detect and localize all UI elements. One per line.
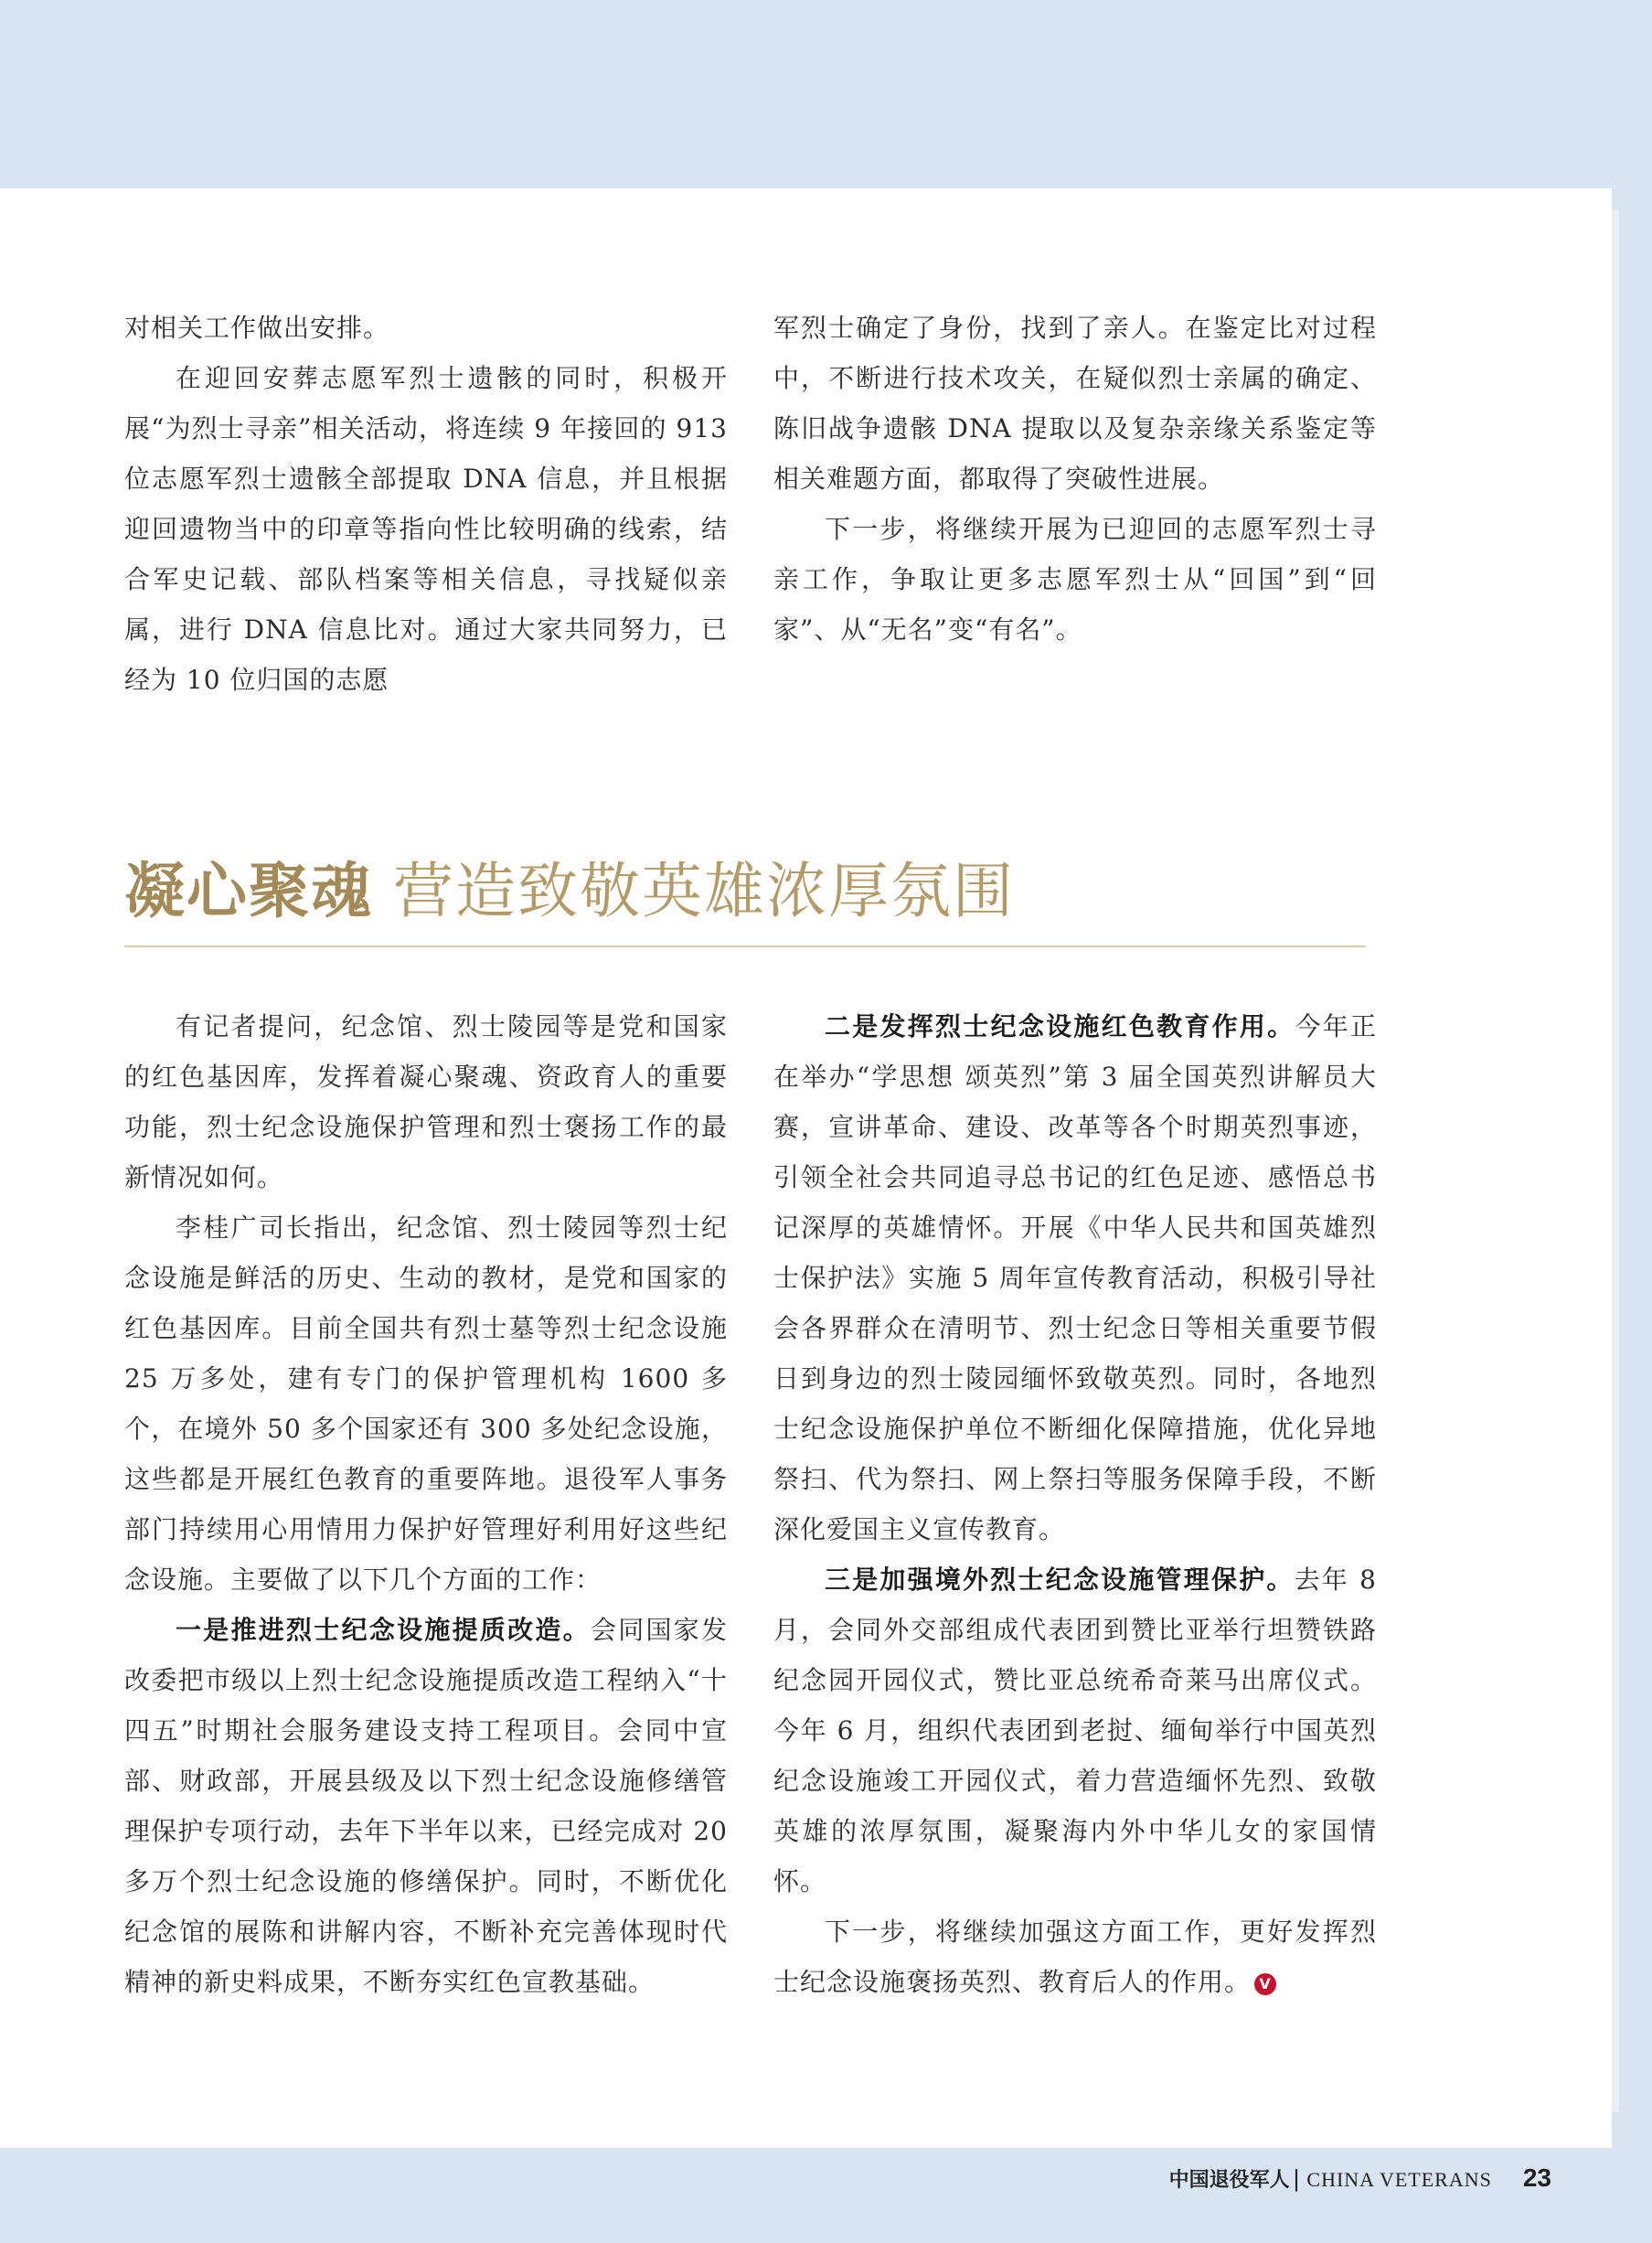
paragraph-body: 下一步，将继续加强这方面工作，更好发挥烈士纪念设施褒扬英烈、教育后人的作用。 (773, 1917, 1377, 1997)
page-footer (1169, 2163, 1551, 2193)
bottom-left-column (124, 1001, 728, 2007)
section-title-rule (124, 945, 1366, 947)
paragraph (773, 1554, 1377, 1907)
end-mark-icon: V (1254, 1973, 1276, 1995)
top-right-column (773, 303, 1377, 655)
section-title-bold: 凝心聚魂 (124, 856, 373, 926)
footer-separator: | (1293, 2164, 1300, 2192)
paragraph-lead: 三是加强境外烈士纪念设施管理保护。 (825, 1565, 1295, 1595)
page-edge-strip (1612, 210, 1619, 2112)
paragraph-lead: 二是发挥烈士纪念设施红色教育作用。 (825, 1011, 1295, 1041)
paragraph: 军烈士确定了身份，找到了亲人。在鉴定比对过程中，不断进行技术攻关，在疑似烈士亲属的确定、陈旧战争遗骸 DNA 提取以及复杂亲缘关系鉴定等相关难题方面，都取得了突破性进展。 (773, 313, 1377, 494)
paragraph-body: 去年 8 月，会同外交部组成代表团到赞比亚举行坦赞铁路纪念园开园仪式，赞比亚总统希奇莱马出席仪式。今年 6 月，组织代表团到老挝、缅甸举行中国英烈纪念设施竣工开园仪式，着力营造缅怀先烈、致敬英雄的浓厚氛围，凝聚海内外中华儿女的家国情怀。 (773, 1565, 1377, 1896)
magazine-name-en: CHINA VETERANS (1306, 2168, 1492, 2191)
section-title (124, 855, 1015, 928)
paragraph: 下一步，将继续开展为已迎回的志愿军烈士寻亲工作，争取让更多志愿军烈士从“回国”到“回家”、从“无名”变“有名”。 (773, 514, 1377, 645)
paragraph: 在迎回安葬志愿军烈士遗骸的同时，积极开展“为烈士寻亲”相关活动，将连续 9 年接回的 913 位志愿军烈士遗骸全部提取 DNA 信息，并且根据迎回遗物当中的印章等指向性比较明确的线索，结合军史记载、部队档案等相关信息，寻找疑似亲属，进行 DNA 信息比对。通过大家共同努力，已经为 10 位归国的志愿 (124, 363, 728, 695)
paragraph-body: 会同国家发改委把市级以上烈士纪念设施提质改造工程纳入“十四五”时期社会服务建设支持工程项目。会同中宣部、财政部，开展县级及以下烈士纪念设施修缮管理保护专项行动，去年下半年以来，已经完成对 20 多万个烈士纪念设施的修缮保护。同时，不断优化纪念馆的展陈和讲解内容，不断补充完善体现时代精神的新史料成果，不断夯实红色宣教基础。 (124, 1615, 728, 1997)
section-title-light: 营造致敬英雄浓厚氛围 (393, 856, 1015, 926)
paragraph (124, 1605, 728, 2007)
paragraph-lead: 一是推进烈士纪念设施提质改造。 (176, 1615, 591, 1645)
page-number: 23 (1522, 2163, 1551, 2192)
paragraph: 有记者提问，纪念馆、烈士陵园等是党和国家的红色基因库，发挥着凝心聚魂、资政育人的重要功能，烈士纪念设施保护管理和烈士褒扬工作的最新情况如何。 (124, 1011, 728, 1192)
magazine-name-cn: 中国退役军人 (1168, 2168, 1290, 2191)
paragraph (773, 1001, 1377, 1554)
top-left-column (124, 303, 728, 705)
paragraph: 李桂广司长指出，纪念馆、烈士陵园等烈士纪念设施是鲜活的历史、生动的教材，是党和国家的红色基因库。目前全国共有烈士墓等烈士纪念设施 25 万多处，建有专门的保护管理机构 1600 多个，在境外 50 多个国家还有 300 多处纪念设施，这些都是开展红色教育的重要阵地。退役军人事务部门持续用心用情用力保护好管理好利用好这些纪念设施。主要做了以下几个方面的工作： (124, 1212, 728, 1595)
paragraph: 对相关工作做出安排。 (124, 313, 390, 343)
paragraph (773, 1907, 1377, 2007)
bottom-right-column (773, 1001, 1377, 2007)
paragraph-body: 今年正在举办“学思想 颂英烈”第 3 届全国英烈讲解员大赛，宣讲革命、建设、改革等各个时期英烈事迹，引领全社会共同追寻总书记的红色足迹、感悟总书记深厚的英雄情怀。开展《中华人民共和国英雄烈士保护法》实施 5 周年宣传教育活动，积极引导社会各界群众在清明节、烈士纪念日等相关重要节假日到身边的烈士陵园缅怀致敬英烈。同时，各地烈士纪念设施保护单位不断细化保障措施，优化异地祭扫、代为祭扫、网上祭扫等服务保障手段，不断深化爱国主义宣传教育。 (773, 1011, 1377, 1544)
